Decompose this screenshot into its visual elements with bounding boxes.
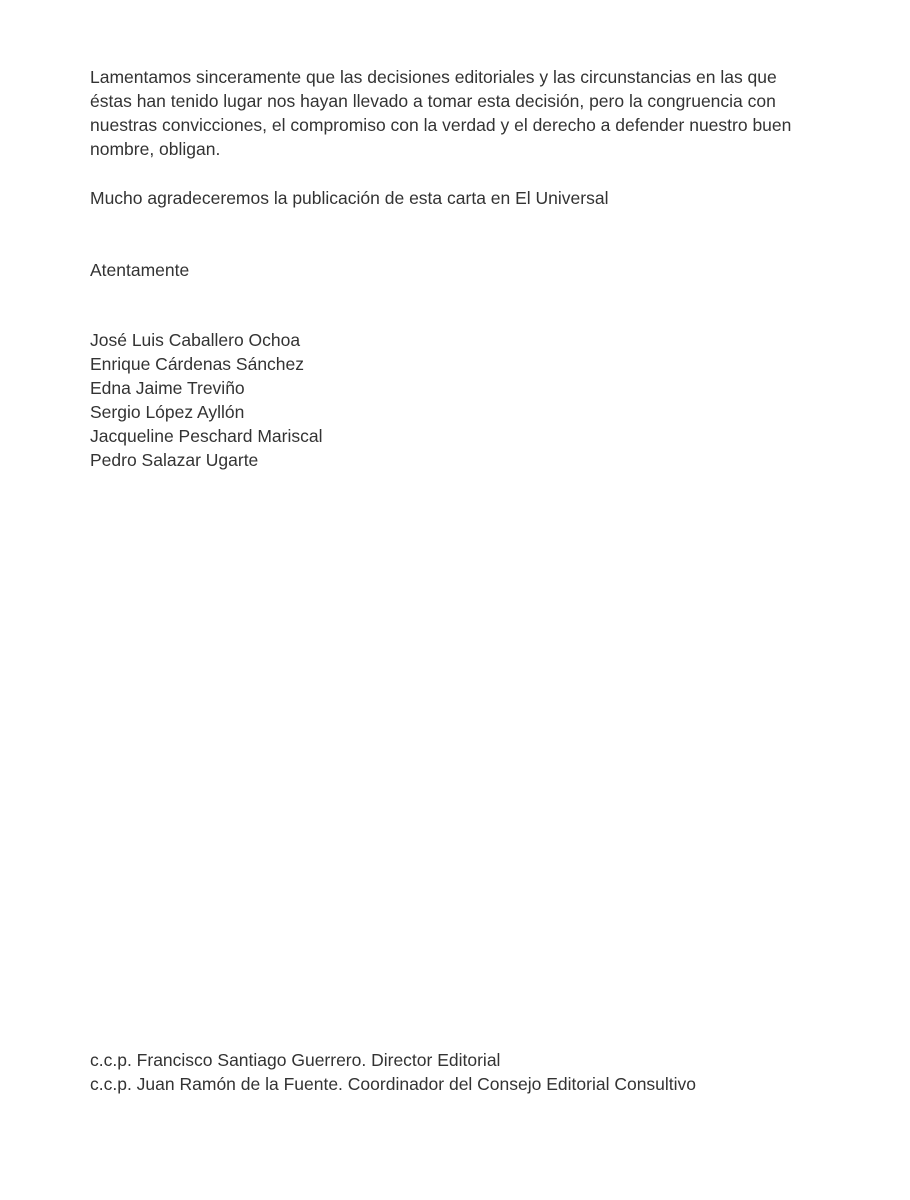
closing-salutation [90,258,189,282]
paragraph-line: nuestras convicciones, el compromiso con la verdad y el derecho a defender nuestro buen [90,115,792,135]
signatory-name: Enrique Cárdenas Sánchez [90,354,305,374]
cc-line: c.c.p. Juan Ramón de la Fuente. Coordinador del Consejo Editorial Consultivo [90,1074,697,1094]
carbon-copy-list [90,1048,696,1096]
paragraph-line: Lamentamos sinceramente que las decisiones editoriales y las circunstancias en las que [90,67,777,87]
signatory-name: Jacqueline Peschard Mariscal [90,426,323,446]
signatory-name: Sergio López Ayllón [90,402,245,422]
closing-text: Atentamente [90,260,190,280]
signatories-list [90,328,322,472]
signatory-name: José Luis Caballero Ochoa [90,330,301,350]
paragraph-line: éstas han tenido lugar nos hayan llevado a tomar esta decisión, pero la congruencia con [90,91,776,111]
cc-line: c.c.p. Francisco Santiago Guerrero. Director Editorial [90,1050,501,1070]
paragraph-line: Mucho agradeceremos la publicación de esta carta en El Universal [90,188,609,208]
closing-paragraph [90,65,791,161]
signatory-name: Edna Jaime Treviño [90,378,245,398]
publication-request-paragraph [90,186,608,210]
signatory-name: Pedro Salazar Ugarte [90,450,259,470]
paragraph-line: nombre, obligan. [90,139,221,159]
